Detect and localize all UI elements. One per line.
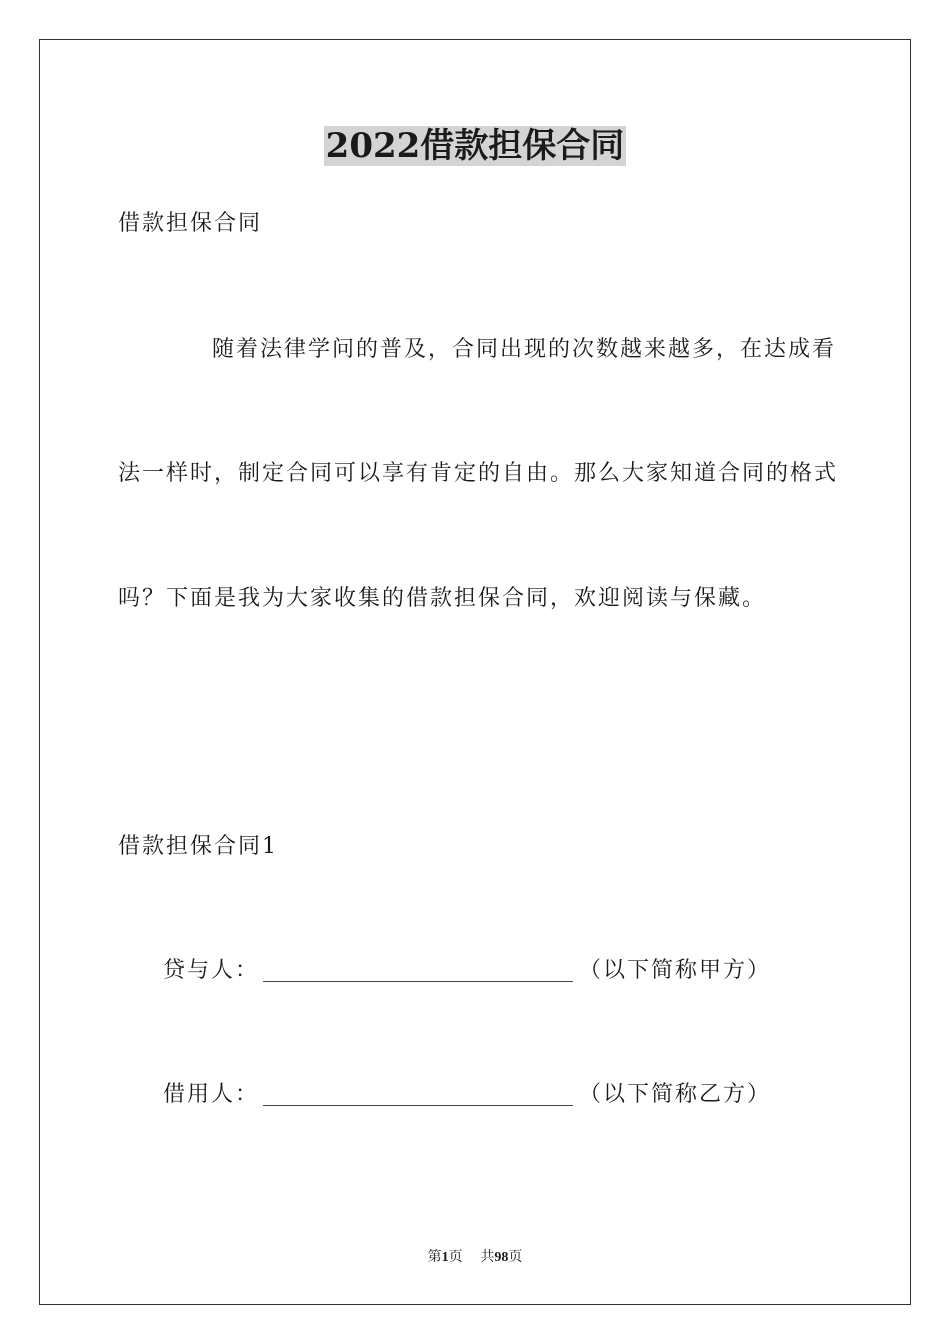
document-title: [0, 124, 950, 168]
borrower-label: 借用人：: [163, 1082, 260, 1107]
section-heading: 借款担保合同1: [118, 834, 278, 859]
lender-label: 贷与人：: [163, 958, 260, 983]
page-footer: [0, 1247, 950, 1268]
document-subtitle: 借款担保合同: [118, 211, 263, 236]
footer-page-suffix: 页: [448, 1249, 463, 1265]
lender-row: [163, 956, 771, 986]
footer-total-suffix: 页: [508, 1249, 523, 1265]
footer-total-pages: 98: [494, 1250, 509, 1265]
borrower-suffix: （以下简称乙方）: [579, 1082, 772, 1107]
intro-paragraph-line-1: 随着法律学问的普及，合同出现的次数越来越多，在达成看: [212, 337, 837, 362]
lender-suffix: （以下简称甲方）: [579, 958, 772, 983]
borrower-blank-field: [263, 1083, 573, 1106]
intro-paragraph-line-3: 吗？下面是我为大家收集的借款担保合同，欢迎阅读与保藏。: [118, 586, 767, 611]
footer-page-prefix: 第: [427, 1249, 442, 1265]
document-title-text: 2022借款担保合同: [325, 126, 625, 166]
borrower-row: [163, 1080, 771, 1110]
footer-page-number: 1: [441, 1250, 449, 1265]
intro-paragraph-line-2: 法一样时，制定合同可以享有肯定的自由。那么大家知道合同的格式: [118, 461, 839, 486]
footer-total-prefix: 共: [480, 1249, 495, 1265]
lender-blank-field: [263, 959, 573, 982]
